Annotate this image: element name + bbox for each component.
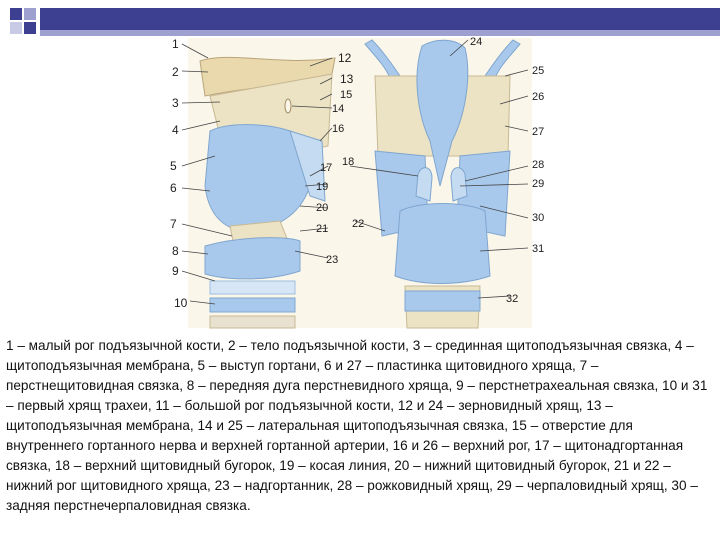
label-7: 7 <box>170 217 177 231</box>
label-1: 1 <box>172 37 179 51</box>
label-12: 12 <box>338 51 352 65</box>
header-square-2 <box>24 8 36 20</box>
label-2: 2 <box>172 65 179 79</box>
label-4: 4 <box>172 123 179 137</box>
label-10: 10 <box>174 296 188 310</box>
label-14: 14 <box>332 103 345 115</box>
label-31: 31 <box>532 243 545 255</box>
label-23: 23 <box>326 254 339 266</box>
label-16: 16 <box>332 123 345 135</box>
larynx-figure <box>160 36 720 336</box>
label-18: 18 <box>342 156 355 168</box>
label-19: 19 <box>316 181 329 193</box>
label-22: 22 <box>352 218 365 230</box>
label-6: 6 <box>170 181 177 195</box>
label-17: 17 <box>320 162 333 174</box>
header-square-3 <box>24 22 36 34</box>
header-square-4 <box>10 22 22 34</box>
header-bar <box>40 8 720 30</box>
label-25: 25 <box>532 65 545 77</box>
label-32: 32 <box>506 293 519 305</box>
label-24: 24 <box>470 36 483 48</box>
larynx-illustration <box>160 36 720 336</box>
label-15: 15 <box>340 89 353 101</box>
label-26: 26 <box>532 91 545 103</box>
label-28: 28 <box>532 159 545 171</box>
label-27: 27 <box>532 126 545 138</box>
label-29: 29 <box>532 178 545 190</box>
header-square-1 <box>10 8 22 20</box>
label-20: 20 <box>316 202 329 214</box>
label-8: 8 <box>172 244 179 258</box>
label-30: 30 <box>532 212 545 224</box>
label-5: 5 <box>170 159 177 173</box>
label-13: 13 <box>340 72 354 86</box>
label-3: 3 <box>172 96 179 110</box>
label-21: 21 <box>316 223 329 235</box>
label-9: 9 <box>172 264 179 278</box>
figure-caption: 1 – малый рог подъязычной кости, 2 – тело подъязычной кости, 3 – срединная щитоподъязычная связка, 4 – щитоподъязычная мембрана, 5 – выступ гортани, 6 и 27 – пластинка щитовидного хряща, 7 – перстнещитовидная связка, 8 – передняя дуга перстневидного хряща, 9 – перстнетрахеальная связка, 10 и 31 – первый хрящ трахеи, 11 – большой рог подъязычной кости, 12 и 24 – зерновидный хрящ, 13 – щитоподъязычная мембрана, 14 и 25 – латеральная щитоподъязычная связка, 15 – отверстие для внутреннего гортанного нерва и верхней гортанной артерии, 16 и 26 – верхний рог, 17 – щитонадгортанная связка, 18 – верхний щитовидный бугорок, 19 – косая линия, 20 – нижний щитовидный бугорок, 21 и 22 – нижний рог щитовидного хряща, 23 – надгортанник, 28 – рожковидный хрящ, 29 – черпаловидный хрящ, 30 – задняя перстнечерпаловидная связка. <box>6 338 708 513</box>
